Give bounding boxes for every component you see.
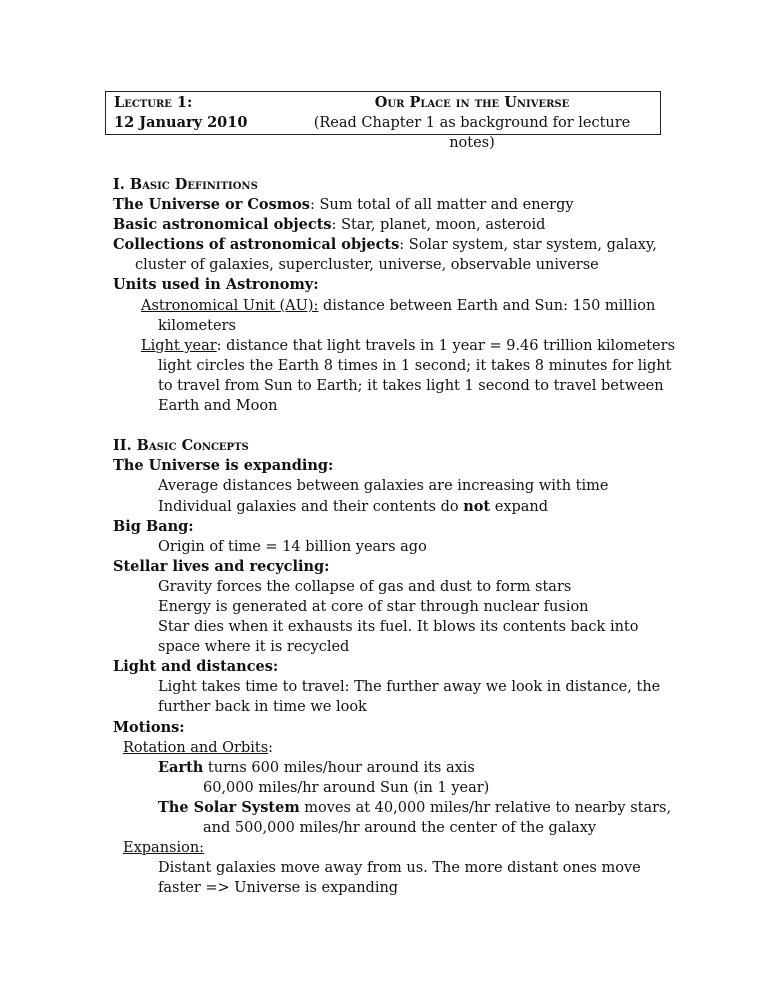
stellar-point-1: Gravity forces the collapse of gas and dust to form stars bbox=[158, 578, 572, 595]
lecture-header-box bbox=[105, 91, 661, 151]
section-heading-basic-definitions: I. Basic Definitions bbox=[113, 176, 258, 193]
definition-au bbox=[113, 296, 673, 316]
definition-universe bbox=[113, 195, 673, 215]
header-row-2 bbox=[106, 113, 660, 151]
term-stellar: Stellar lives and recycling: bbox=[113, 557, 330, 575]
concept-light bbox=[113, 657, 673, 677]
light-year-detail-1: light circles the Earth 8 times in 1 second; it takes 8 minutes for light bbox=[158, 357, 672, 374]
definition-collections-continued: cluster of galaxies, supercluster, universe, observable universe bbox=[135, 257, 599, 274]
solar-motion-1 bbox=[113, 798, 673, 818]
def-basic-objects: : Star, planet, moon, asteroid bbox=[331, 217, 546, 234]
def-collections: : Solar system, star system, galaxy, bbox=[399, 237, 657, 254]
concept-expanding bbox=[113, 456, 673, 476]
def-au: distance between Earth and Sun: 150 million bbox=[318, 297, 656, 314]
expansion-heading bbox=[113, 838, 673, 858]
solar-motion-1-text: moves at 40,000 miles/hr relative to nearby stars, bbox=[299, 799, 672, 816]
earth-motion-2: 60,000 miles/hr around Sun (in 1 year) bbox=[203, 779, 490, 796]
term-solar-system: The Solar System bbox=[158, 798, 300, 816]
term-expanding: The Universe is expanding: bbox=[113, 457, 334, 475]
units-heading bbox=[113, 275, 673, 295]
section-heading-basic-concepts: II. Basic Concepts bbox=[113, 437, 249, 455]
earth-motion-1-text: turns 600 miles/hour around its axis bbox=[203, 759, 475, 776]
stellar-point-2: Energy is generated at core of star through nuclear fusion bbox=[158, 598, 589, 615]
section-spacer bbox=[113, 416, 673, 436]
def-light-year: : distance that light travels in 1 year = 9.46 trillion kilometers bbox=[216, 337, 676, 354]
reading-note: (Read Chapter 1 as background for lecture notes) bbox=[313, 115, 631, 151]
definition-light-year bbox=[113, 336, 676, 356]
concept-stellar bbox=[113, 557, 673, 577]
term-expansion: Expansion: bbox=[123, 840, 205, 857]
term-light: Light and distances: bbox=[113, 658, 279, 676]
earth-motion-1 bbox=[113, 758, 673, 778]
def-universe: : Sum total of all matter and energy bbox=[309, 197, 574, 214]
term-light-year: Light year bbox=[141, 337, 217, 354]
concept-big-bang bbox=[113, 517, 673, 537]
definition-basic-objects bbox=[113, 215, 673, 235]
expanding-point-2-not: not bbox=[463, 497, 491, 515]
expanding-point-2 bbox=[113, 497, 673, 517]
light-year-detail-2: to travel from Sun to Earth; it takes light 1 second to travel between bbox=[158, 377, 664, 394]
concept-motions bbox=[113, 718, 673, 738]
expansion-point-1: Distant galaxies move away from us. The more distant ones move bbox=[158, 860, 641, 877]
rotation-heading bbox=[113, 738, 673, 758]
term-earth: Earth bbox=[158, 758, 204, 776]
big-bang-point-1: Origin of time = 14 billion years ago bbox=[158, 538, 427, 555]
term-units: Units used in Astronomy: bbox=[113, 276, 319, 294]
lecture-label: Lecture 1: bbox=[114, 94, 193, 111]
light-point-1: Light takes time to travel: The further away we look in distance, the bbox=[158, 679, 661, 696]
stellar-point-4: space where it is recycled bbox=[158, 639, 350, 656]
expanding-point-2-c: expand bbox=[490, 498, 549, 515]
lecture-date: 12 January 2010 bbox=[114, 114, 248, 131]
expanding-point-2-a: Individual galaxies and their contents do bbox=[158, 498, 464, 515]
stellar-point-3: Star dies when it exhausts its fuel. It blows its contents back into bbox=[158, 619, 639, 636]
rotation-colon: : bbox=[268, 739, 274, 756]
light-point-2: further back in time we look bbox=[158, 699, 367, 716]
term-au: Astronomical Unit (AU): bbox=[141, 297, 319, 314]
solar-motion-2: and 500,000 miles/hr around the center of the galaxy bbox=[203, 820, 597, 836]
expansion-point-2: faster => Universe is expanding bbox=[158, 880, 399, 897]
term-basic-objects: Basic astronomical objects bbox=[113, 216, 332, 234]
expanding-point-1: Average distances between galaxies are increasing with time bbox=[158, 478, 609, 495]
light-year-detail-3: Earth and Moon bbox=[158, 398, 278, 415]
term-universe: The Universe or Cosmos bbox=[113, 196, 310, 214]
term-motions: Motions: bbox=[113, 718, 185, 736]
header-row-1 bbox=[106, 93, 660, 113]
lecture-title: Our Place in the Universe bbox=[374, 94, 570, 111]
definition-au-continued: kilometers bbox=[158, 317, 236, 334]
term-big-bang: Big Bang: bbox=[113, 517, 194, 535]
term-collections: Collections of astronomical objects bbox=[113, 236, 400, 254]
lecture-notes-body bbox=[113, 175, 676, 898]
term-rotation: Rotation and Orbits bbox=[123, 739, 269, 756]
definition-collections bbox=[113, 235, 673, 255]
